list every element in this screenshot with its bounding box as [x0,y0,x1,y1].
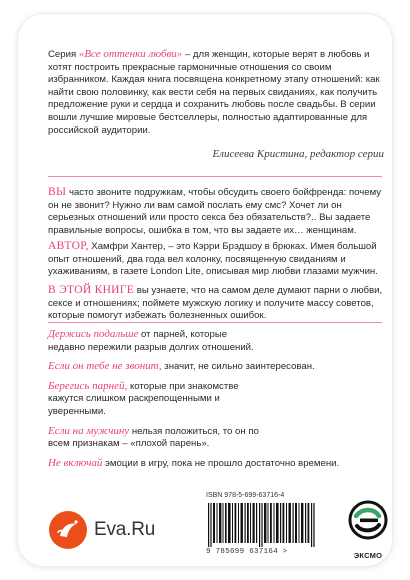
tip-text: эмоции в игру, пока не прошло достаточно времени. [102,457,340,469]
author-paragraph [48,240,384,279]
eksmo-label: ЭКСМО [353,551,383,560]
eva-logo-icon [48,510,88,550]
tip-text: от парней, которые недавно пережили разрыв долгих отношений. [48,329,254,353]
eksmo-logo [348,498,388,560]
tip-lead: Если на мужчину [48,424,130,437]
editor-signature: Елисеева Кристина, редактор серии [212,148,384,160]
tip-lead: Берегись парней, [48,379,128,392]
eksmo-logo-icon [348,498,388,544]
tip-lead: Не включай [48,456,103,469]
barcode-number: 9 785699 637164 > [206,548,288,556]
inbook-lead: В ЭТОЙ КНИГЕ [48,284,135,296]
author-text: Хамфри Хантер, – это Кэрри Брэдшоу в брюках. Имея большой опыт отношений, два года вел колонку, посвященную свиданиям и ухаживаниям, в газете London Lite, описывая мир любви глазами мужчин. [48,241,378,278]
intro-prefix: Серия [48,49,79,60]
tip-text: нельзя положиться, то он по всем признакам – «плохой парень». [48,425,259,450]
author-lead: АВТОР, [48,240,89,252]
list-item [48,457,384,471]
divider [48,176,382,177]
series-intro [48,48,384,137]
list-item [48,425,384,451]
list-item [48,328,384,354]
list-item [48,360,384,374]
inbook-text: вы узнаете, что на самом деле думают парни о любви, сексе и отношениях; поймете мужскую логику и получите массу советов, которые помогут избежать болезненных ошибок. [48,285,383,322]
isbn-barcode [206,492,324,560]
tips-list [48,328,384,476]
questions-text: часто звоните подружкам, чтобы обсудить своего бойфренда: почему он не звонит? Нужно ли вам самой послать ему смс? Хочет ли он серьезных отношений или просто секса без обязательств?.. Вы задаете правильные вопросы, ошибка в том, что вы задаете их… женщинам. [48,187,382,236]
back-cover [18,14,392,566]
tip-lead: Держись подальше [48,328,139,340]
isbn-text: ISBN 978-5-699-63716-4 [206,492,285,499]
tip-lead: Если он тебе не звонит, [48,360,162,373]
tip-text: значит, не сильно заинтересован. [161,361,315,373]
divider [48,322,382,323]
questions-paragraph [48,186,384,237]
eva-logo-text: Eva.Ru [94,519,156,540]
intro-body: – для женщин, которые верят в любовь и хотят построить прекрасные гармоничные отношения со своим избранником. Каждая книга посвящена конкретному этапу отношений: как найти свою половинку, как вести себя на первых свиданиях, как получить предложение руки и сердца и сохранить любовь после свадьбы. В серии вошли лучшие мировые бестселлеры, полностью адаптированные для российской аудитории. [48,49,380,136]
inbook-paragraph [48,284,384,323]
eva-logo [48,508,178,552]
barcode-icon [206,503,322,547]
tip-text: которые при знакомстве кажутся слишком раскрепощенными и уверенными. [48,380,239,417]
series-name: «Все оттенки любви» [78,48,183,60]
questions-lead: ВЫ [48,186,67,198]
list-item [48,380,384,419]
